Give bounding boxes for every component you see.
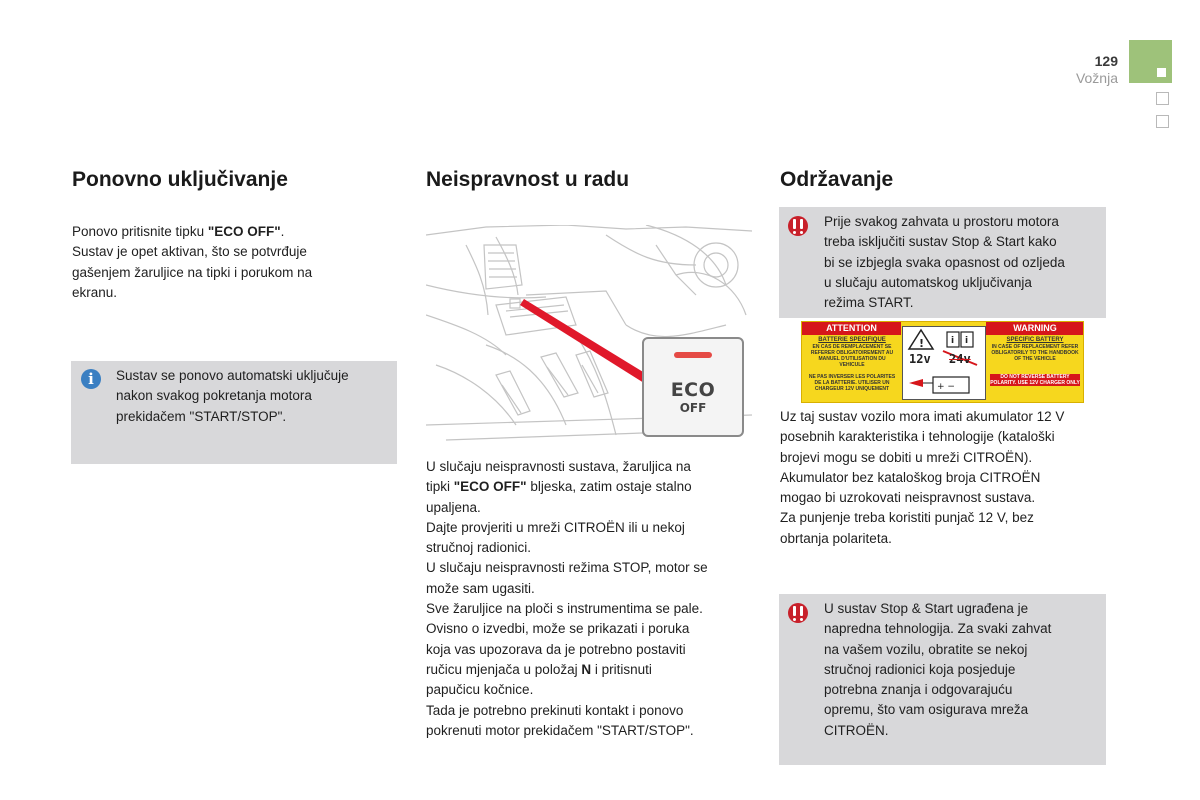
text-line: Sustav je opet aktivan, što se potvrđuje — [72, 244, 307, 260]
warning-icon — [788, 603, 808, 623]
bold-text: N — [581, 661, 592, 677]
maintenance-text — [780, 407, 1110, 549]
chapter-tab-active — [1129, 40, 1172, 83]
warning-line: potrebna znanja i odgovarajuću — [824, 682, 1013, 698]
bold-text: "ECO OFF" — [207, 224, 281, 239]
warning-line: bi se izbjegla svaka opasnost od ozljeda — [824, 254, 1065, 270]
off-label: OFF — [679, 401, 707, 415]
text-line: stručnoj radionici. — [426, 540, 532, 556]
callout-line — [520, 299, 648, 383]
text-line: obrtanja polariteta. — [780, 530, 892, 546]
text-line: papučicu kočnice. — [426, 682, 534, 698]
label-en-text: DO NOT REVERSE BATTERY POLARITY. USE 12V CHARGER ONLY — [990, 374, 1080, 386]
info-box — [71, 361, 397, 464]
text-line: Sve žaruljice na ploči s instrumentima se pale. — [426, 601, 703, 617]
eco-off-button-illustration — [642, 337, 744, 437]
label-12v: 12v — [909, 352, 931, 366]
eco-label: ECO — [670, 379, 716, 401]
text-line: upaljena. — [426, 499, 481, 515]
label-warning: WARNING — [986, 322, 1084, 335]
text-span: Ponovo pritisnite tipku — [72, 224, 208, 239]
svg-text:!: ! — [919, 337, 925, 350]
warning-line: treba isključiti sustav Stop & Start kako — [824, 234, 1057, 250]
info-icon: i — [81, 369, 101, 389]
text-span: ručicu mjenjača u položaj — [426, 661, 582, 677]
text-line: Uz taj sustav vozilo mora imati akumulator 12 V — [780, 409, 1065, 424]
text-span: . — [280, 224, 285, 239]
svg-text:+ −: + − — [937, 382, 955, 392]
chapter-tab — [1156, 115, 1169, 128]
warning-line: u slučaju automatskog uključivanja — [824, 274, 1032, 290]
text-line: brojevi mogu se dobiti u mreži CITROËN). — [780, 449, 1033, 465]
warning-line: stručnoj radionici koja posjeduje — [824, 661, 1016, 677]
section-name: Vožnja — [1075, 70, 1118, 86]
label-fr-text: NE PAS INVERSER LES POLARITES DE LA BATTERIE. UTILISER UN CHARGEUR 12V UNIQUEMENT — [808, 374, 896, 392]
text-span: tipki — [426, 479, 454, 495]
text-line: Ovisno o izvedbi, može se prikazati i poruka — [426, 621, 690, 637]
info-line: prekidačem "START/STOP". — [116, 408, 287, 424]
warning-line: na vašem vozilu, obratite se nekoj — [824, 641, 1028, 657]
chapter-tab-marker — [1157, 68, 1166, 77]
text-line: ekranu. — [72, 284, 118, 300]
warning-line: režima START. — [824, 295, 914, 311]
info-line: nakon svakog pokretanja motora — [116, 388, 312, 404]
label-en-text: IN CASE OF REPLACEMENT REFER OBLIGATORILY TO THE HANDBOOK OF THE VEHICLE — [991, 344, 1079, 362]
text-line: koja vas upozorava da je potrebno postaviti — [426, 641, 686, 657]
bold-text: "ECO OFF" — [453, 479, 527, 495]
restart-text — [72, 222, 372, 303]
warning-icon — [788, 216, 808, 236]
section-title-maintenance: Održavanje — [780, 168, 894, 191]
battery-warning-label — [801, 321, 1084, 403]
label-pictograms — [902, 326, 986, 400]
warning-line: opremu, što vam osigurava mreža — [824, 702, 1029, 718]
label-en-title: SPECIFIC BATTERY — [1006, 337, 1064, 343]
text-line: može sam ugasiti. — [426, 580, 535, 596]
text-line: mogao bi uzrokovati neispravnost sustava. — [780, 490, 1036, 506]
warning-line: Prije svakog zahvata u prostoru motora — [824, 214, 1059, 229]
text-line — [426, 477, 756, 497]
text-span: i pritisnuti — [591, 661, 652, 677]
eco-led-indicator — [674, 352, 712, 358]
text-line: Akumulator bez kataloškog broja CITROËN — [780, 469, 1041, 485]
info-line: Sustav se ponovo automatski uključuje — [116, 368, 349, 383]
label-24v: 24v — [949, 352, 971, 366]
text-line: gašenjem žaruljice na tipki i porukom na — [72, 264, 313, 280]
text-line — [72, 222, 372, 242]
warning-line: napredna tehnologija. Za svaki zahvat — [824, 621, 1052, 637]
label-fr-text: EN CAS DE REMPLACEMENT SE REFERER OBLIGATOIREMENT AU MANUEL D'UTILISATION DU VEHICULE — [810, 344, 894, 368]
warning-line: CITROËN. — [824, 722, 889, 738]
warning-line: U sustav Stop & Start ugrađena je — [824, 601, 1029, 616]
section-title-restart: Ponovno uključivanje — [72, 168, 288, 191]
text-line: pokrenuti motor prekidačem "START/STOP". — [426, 722, 694, 738]
text-line: U slučaju neispravnosti sustava, žaruljica na — [426, 459, 691, 474]
warning-box — [779, 594, 1106, 765]
text-line: posebnih karakteristika i tehnologije (kataloški — [780, 429, 1055, 445]
malfunction-text — [426, 457, 756, 741]
label-fr-title: BATTERIE SPECIFIQUE — [818, 337, 886, 343]
text-line — [426, 660, 756, 680]
text-line: Tada je potrebno prekinuti kontakt i ponovo — [426, 702, 684, 718]
svg-text:i: i — [965, 336, 969, 346]
chapter-tab — [1156, 92, 1169, 105]
warning-box — [779, 207, 1106, 318]
text-line: Dajte provjeriti u mreži CITROËN ili u nekoj — [426, 519, 685, 535]
text-line: U slučaju neispravnosti režima STOP, motor se — [426, 560, 708, 576]
text-line: Za punjenje treba koristiti punjač 12 V, bez — [780, 510, 1034, 526]
text-span: bljeska, zatim ostaje stalno — [526, 479, 692, 495]
label-attention: ATTENTION — [802, 322, 901, 335]
page-number: 129 — [1094, 53, 1118, 69]
section-title-malfunction: Neispravnost u radu — [426, 168, 630, 191]
svg-text:i: i — [951, 336, 955, 346]
